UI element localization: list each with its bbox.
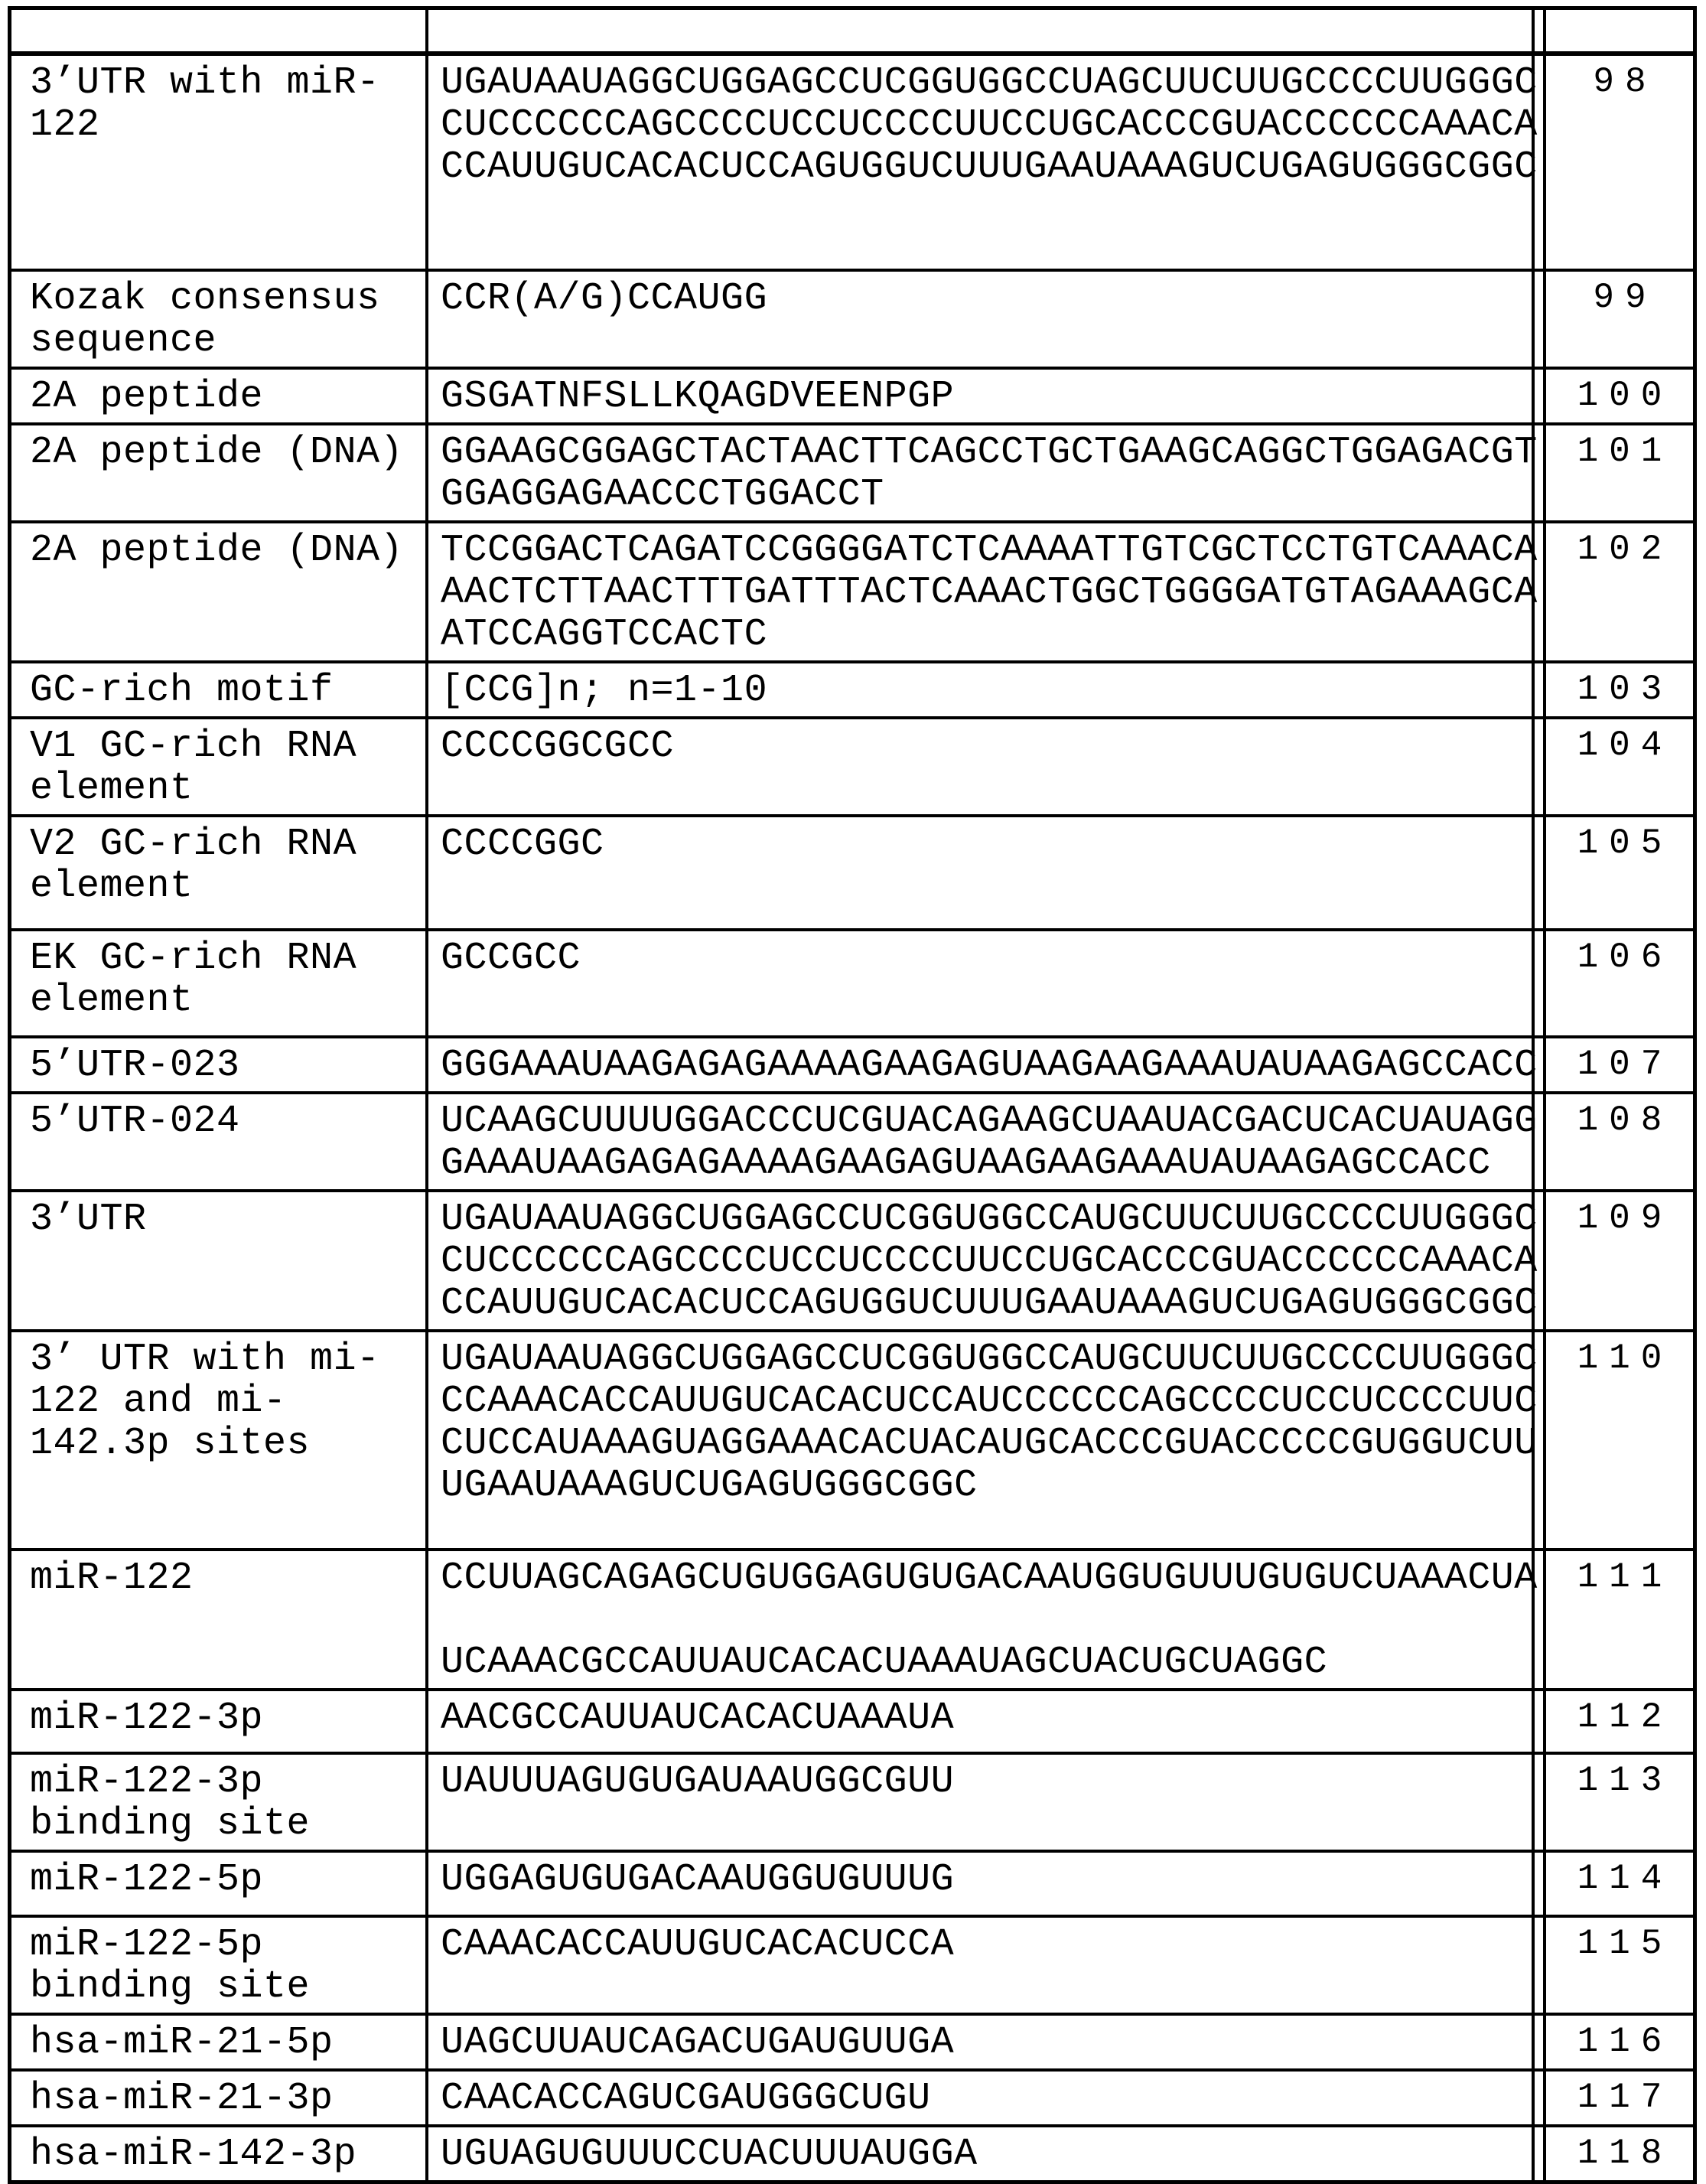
feature-name-cell: miR-122-3p binding site	[11, 1755, 428, 1850]
column-gap	[1535, 56, 1543, 269]
sequence-cell: UGUAGUGUUUCCUACUUUAUGGA	[428, 2127, 1535, 2180]
feature-name-cell: hsa-miR-21-3p	[11, 2072, 428, 2124]
feature-name-cell: EK GC-rich RNA element	[11, 931, 428, 1035]
table-row	[11, 817, 1693, 931]
column-gap	[1535, 817, 1543, 928]
column-gap	[1535, 2016, 1543, 2068]
sequence-cell: UGGAGUGUGACAAUGGUGUUUG	[428, 1853, 1535, 1915]
seq-id-cell: 107	[1543, 1038, 1693, 1091]
column-gap	[1535, 1755, 1543, 1850]
column-gap	[1535, 1691, 1543, 1752]
feature-name-cell: miR-122	[11, 1551, 428, 1688]
table-row	[11, 523, 1693, 663]
sequence-cell: UGAUAAUAGGCUGGAGCCUCGGUGGCCAUGCUUCUUGCCCCUUGGGC CUCCCCCCAGCCCCUCCUCCCCUUCCUGCACCCGUACCCCCCAAACA CCAUUGUCACACUCCAGUGGUCUUUGAAUAAAGUCUGAGUGGGCGGC	[428, 1192, 1535, 1329]
feature-name-cell: 3’UTR	[11, 1192, 428, 1329]
table-row	[11, 1691, 1693, 1755]
sequence-cell: CCR(A/G)CCAUGG	[428, 272, 1535, 367]
feature-name-cell: 2A peptide (DNA)	[11, 425, 428, 520]
sequence-cell: GSGATNFSLLKQAGDVEENPGP	[428, 370, 1535, 422]
sequence-cell: CCCCGGCGCC	[428, 719, 1535, 814]
column-gap	[1535, 2072, 1543, 2124]
seq-id-cell: 106	[1543, 931, 1693, 1035]
seq-id-cell: 111	[1543, 1551, 1693, 1688]
feature-name-cell: hsa-miR-142-3p	[11, 2127, 428, 2180]
column-gap	[1535, 1853, 1543, 1915]
column-gap	[1535, 523, 1543, 660]
table-row	[11, 1094, 1693, 1192]
column-gap	[1535, 1094, 1543, 1189]
header-sequence-cell	[428, 10, 1535, 51]
table-row	[11, 1038, 1693, 1094]
seq-id-cell: 115	[1543, 1918, 1693, 2013]
sequence-cell: UGAUAAUAGGCUGGAGCCUCGGUGGCCUAGCUUCUUGCCCCUUGGGC CUCCCCCCAGCCCCUCCUCCCCUUCCUGCACCCGUACCCCCCAAACA CCAUUGUCACACUCCAGUGGUCUUUGAAUAAAGUCUGAGUGGGCGGC	[428, 56, 1535, 269]
table-row	[11, 719, 1693, 817]
sequence-cell: CAAACACCAUUGUCACACUCCA	[428, 1918, 1535, 2013]
sequence-cell: [CCG]n; n=1-10	[428, 663, 1535, 716]
column-gap	[1535, 1918, 1543, 2013]
feature-name-cell: 2A peptide (DNA)	[11, 523, 428, 660]
feature-name-cell: miR-122-5p binding site	[11, 1918, 428, 2013]
seq-id-cell: 108	[1543, 1094, 1693, 1189]
table-row	[11, 663, 1693, 719]
column-gap	[1535, 272, 1543, 367]
sequence-cell: UAUUUAGUGUGAUAAUGGCGUU	[428, 1755, 1535, 1850]
feature-name-cell: 5’UTR-023	[11, 1038, 428, 1091]
sequence-cell: UCAAGCUUUUGGACCCUCGUACAGAAGCUAAUACGACUCACUAUAGG GAAAUAAGAGAGAAAAGAAGAGUAAGAAGAAAUAUAAGAGCCACC	[428, 1094, 1535, 1189]
feature-name-cell: 2A peptide	[11, 370, 428, 422]
table-row	[11, 2016, 1693, 2072]
column-gap	[1535, 1038, 1543, 1091]
sequence-cell: GCCGCC	[428, 931, 1535, 1035]
sequence-cell: CCUUAGCAGAGCUGUGGAGUGUGACAAUGGUGUUUGUGUCUAAACUA UCAAACGCCAUUAUCACACUAAAUAGCUACUGCUAGGC	[428, 1551, 1535, 1688]
sequence-cell: GGAAGCGGAGCTACTAACTTCAGCCTGCTGAAGCAGGCTGGAGACGT GGAGGAGAACCCTGGACCT	[428, 425, 1535, 520]
header-name-cell	[11, 10, 428, 51]
feature-name-cell: GC-rich motif	[11, 663, 428, 716]
header-seq-id-cell	[1543, 10, 1693, 51]
seq-id-cell: 101	[1543, 425, 1693, 520]
feature-name-cell: Kozak consensus sequence	[11, 272, 428, 367]
seq-id-cell: 109	[1543, 1192, 1693, 1329]
table-row	[11, 1332, 1693, 1551]
feature-name-cell: 3’ UTR with mi- 122 and mi- 142.3p sites	[11, 1332, 428, 1548]
seq-id-cell: 112	[1543, 1691, 1693, 1752]
sequence-cell: AACGCCAUUAUCACACUAAAUA	[428, 1691, 1535, 1752]
seq-id-cell: 102	[1543, 523, 1693, 660]
column-gap	[1535, 1551, 1543, 1688]
table-row	[11, 56, 1693, 272]
feature-name-cell: 3’UTR with miR- 122	[11, 56, 428, 269]
feature-name-cell: miR-122-5p	[11, 1853, 428, 1915]
seq-id-cell: 118	[1543, 2127, 1693, 2180]
feature-name-cell: 5’UTR-024	[11, 1094, 428, 1189]
feature-name-cell: miR-122-3p	[11, 1691, 428, 1752]
column-gap	[1535, 370, 1543, 422]
column-gap	[1535, 1192, 1543, 1329]
table-row	[11, 1192, 1693, 1332]
table-row	[11, 425, 1693, 523]
seq-id-cell: 117	[1543, 2072, 1693, 2124]
table-row	[11, 272, 1693, 370]
table-row	[11, 2072, 1693, 2127]
sequence-cell: UAGCUUAUCAGACUGAUGUUGA	[428, 2016, 1535, 2068]
seq-id-cell: 104	[1543, 719, 1693, 814]
sequence-table	[8, 6, 1697, 2184]
seq-id-cell: 116	[1543, 2016, 1693, 2068]
column-gap	[1535, 931, 1543, 1035]
seq-id-cell: 113	[1543, 1755, 1693, 1850]
seq-id-cell: 105	[1543, 817, 1693, 928]
table-header-row	[11, 10, 1693, 56]
sequence-cell: TCCGGACTCAGATCCGGGGATCTCAAAATTGTCGCTCCTGTCAAACA AACTCTTAACTTTGATTTACTCAAACTGGCTGGGGATGTAGAAAGCA ATCCAGGTCCACTC	[428, 523, 1535, 660]
column-gap	[1535, 1332, 1543, 1548]
column-gap	[1535, 719, 1543, 814]
seq-id-cell: 98	[1543, 56, 1693, 269]
column-gap	[1535, 663, 1543, 716]
column-gap	[1535, 10, 1543, 51]
seq-id-cell: 114	[1543, 1853, 1693, 1915]
feature-name-cell: hsa-miR-21-5p	[11, 2016, 428, 2068]
sequence-cell: GGGAAAUAAGAGAGAAAAGAAGAGUAAGAAGAAAUAUAAGAGCCACC	[428, 1038, 1535, 1091]
seq-id-cell: 100	[1543, 370, 1693, 422]
table-row	[11, 1853, 1693, 1918]
sequence-cell: CAACACCAGUCGAUGGGCUGU	[428, 2072, 1535, 2124]
sequence-cell: UGAUAAUAGGCUGGAGCCUCGGUGGCCAUGCUUCUUGCCCCUUGGGC CCAAACACCAUUGUCACACUCCAUCCCCCCAGCCCCUCCUCCCCUUC CUCCAUAAAGUAGGAAACACUACAUGCACCCGUACCCCCGUGGUCUU UGAAUAAAGUCUGAGUGGGCGGC	[428, 1332, 1535, 1548]
feature-name-cell: V1 GC-rich RNA element	[11, 719, 428, 814]
table-row	[11, 1755, 1693, 1853]
column-gap	[1535, 425, 1543, 520]
table-row	[11, 370, 1693, 425]
seq-id-cell: 99	[1543, 272, 1693, 367]
table-row	[11, 2127, 1693, 2180]
table-row	[11, 931, 1693, 1038]
sequence-cell: CCCCGGC	[428, 817, 1535, 928]
feature-name-cell: V2 GC-rich RNA element	[11, 817, 428, 928]
seq-id-cell: 103	[1543, 663, 1693, 716]
table-row	[11, 1918, 1693, 2016]
seq-id-cell: 110	[1543, 1332, 1693, 1548]
column-gap	[1535, 2127, 1543, 2180]
table-row	[11, 1551, 1693, 1691]
